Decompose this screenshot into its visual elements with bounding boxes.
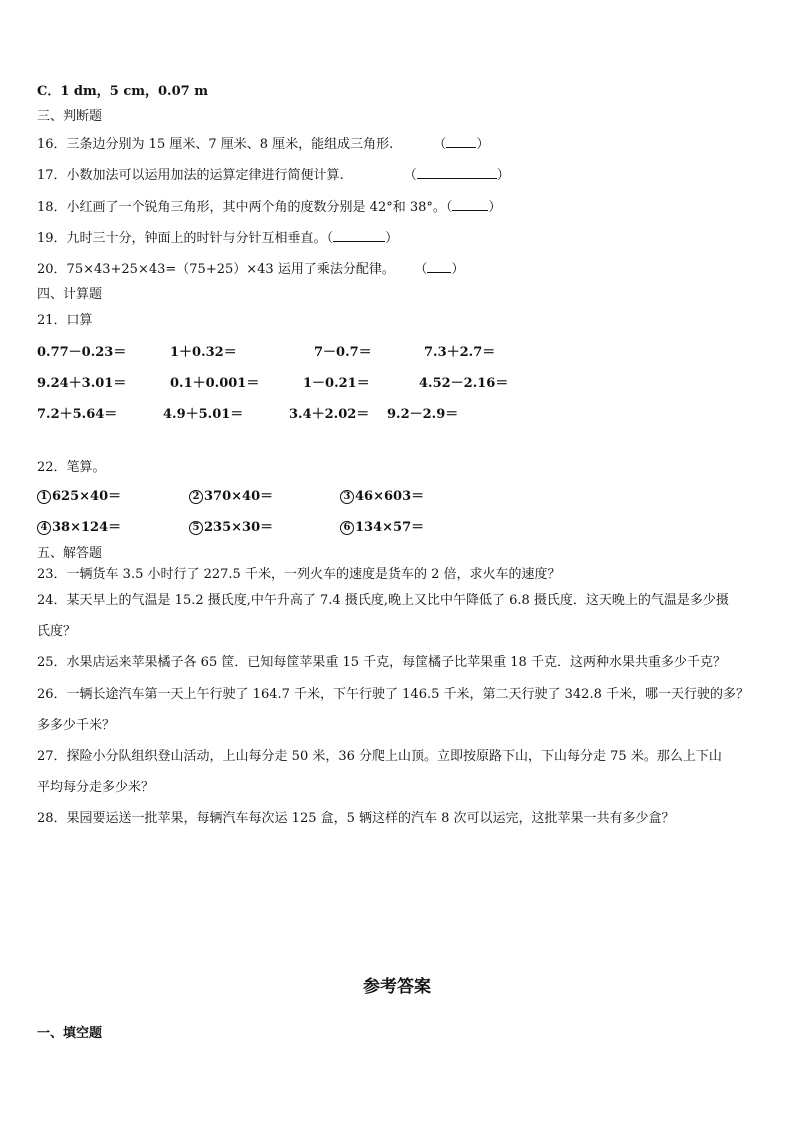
question-text: 三条边分别为 15 厘米、7 厘米、8 厘米，能组成三角形. [66,137,394,152]
written-calc-expr: 235×30＝ [204,520,274,535]
question-28: 28．果园要运送一批苹果，每辆汽车每次运 125 盒，5 辆这样的汽车 8 次可以运完，这批苹果一共有多少盒？ [37,811,675,826]
answer-blank[interactable] [417,166,497,179]
circled-number-3: 3 [340,490,354,504]
question-24-line1: 24．某天早上的气温是 15.2 摄氏度,中午升高了 7.4 摄氏度,晚上又比中午降低了 6.8 摄氏度．这天晚上的气温是多少摄 [37,593,729,608]
oral-calc-item: 1＋0.32＝ [170,345,237,360]
oral-calc-item: 4.52－2.16＝ [419,376,509,391]
open-paren: （ [403,168,417,183]
answer-blank[interactable] [427,260,451,273]
answer-section-heading: 一、填空题 [37,1026,103,1041]
oral-calc-item: 0.77－0.23＝ [37,345,127,360]
question-16 [37,135,489,154]
close-paren: ） [496,168,510,183]
question-text: 小数加法可以运用加法的运算定律进行简便计算. [66,168,344,183]
written-calc-item [340,488,424,506]
written-calc-item [37,488,121,506]
oral-calc-item: 7.2＋5.64＝ [37,407,118,422]
answer-key-title: 参考答案 [363,977,431,997]
question-number: 18． [37,200,67,215]
section-solve-heading: 五、解答题 [37,546,103,561]
question-23: 23．一辆货车 3.5 小时行了 227.5 千米，一列火车的速度是货车的 2 倍，求火车的速度？ [37,567,561,582]
question-27-line2: 平均每分走多少米？ [37,780,155,795]
question-25: 25．水果店运来苹果橘子各 65 筐．已知每筐苹果重 15 千克，每筐橘子比苹果重 18 千克．这两种水果共重多少千克？ [37,655,726,670]
answer-blank[interactable] [446,135,476,148]
open-paren: （ [326,231,334,246]
question-17 [37,166,510,185]
option-c: C．1 dm，5 cm，0.07 m [37,84,208,99]
question-number: 16． [37,137,67,152]
written-calc-item [189,488,273,506]
oral-calc-item: 9.24＋3.01＝ [37,376,127,391]
question-21-label: 21．口算 [37,313,93,328]
question-24-line2: 氏度？ [37,624,77,639]
oral-calc-item: 0.1＋0.001＝ [170,376,260,391]
question-18 [37,198,501,217]
section-calc-heading: 四、计算题 [37,287,103,302]
question-19 [37,229,398,248]
close-paren: ） [476,137,490,152]
written-calc-expr: 625×40＝ [52,489,122,504]
question-number: 19． [37,231,67,246]
question-27-line1: 27．探险小分队组织登山活动，上山每分走 50 米，36 分爬上山顶。立即按原路下山，下山每分走 75 米。那么上下山 [37,749,722,764]
question-number: 20． [37,262,67,277]
written-calc-expr: 46×603＝ [355,489,425,504]
oral-calc-item: 7－0.7＝ [314,345,372,360]
oral-calc-item: 9.2－2.9＝ [387,407,459,422]
answer-blank[interactable] [452,198,488,211]
question-text: 小红画了一个锐角三角形，其中两个角的度数分别是 42°和 38°。 [66,200,446,215]
close-paren: ） [488,200,502,215]
open-paren: （ [433,137,447,152]
close-paren: ） [451,262,465,277]
oral-calc-item: 1－0.21＝ [303,376,370,391]
section-judge-heading: 三、判断题 [37,109,103,124]
written-calc-item [340,519,424,537]
open-paren: （ [445,200,453,215]
question-20 [37,260,464,279]
question-26-line2: 多多少千米？ [37,718,116,733]
open-paren: （ [420,262,428,277]
oral-calc-item: 3.4＋2.02＝ [289,407,370,422]
written-calc-item [189,519,273,537]
circled-number-6: 6 [340,521,354,535]
circled-number-4: 4 [37,521,51,535]
circled-number-2: 2 [189,490,203,504]
written-calc-expr: 38×124＝ [52,520,122,535]
written-calc-item [37,519,121,537]
question-22-label: 22．笔算。 [37,460,106,475]
circled-number-1: 1 [37,490,51,504]
circled-number-5: 5 [189,521,203,535]
oral-calc-item: 4.9＋5.01＝ [163,407,244,422]
question-text: 九时三十分，钟面上的时针与分针互相垂直。 [66,231,327,246]
question-number: 17． [37,168,67,183]
written-calc-expr: 134×57＝ [355,520,425,535]
question-text: 75×43+25×43=（75+25）×43 运用了乘法分配律。 [66,262,395,277]
question-26-line1: 26．一辆长途汽车第一天上午行驶了 164.7 千米，下午行驶了 146.5 千米，第二天行驶了 342.8 千米，哪一天行驶的多？ [37,687,749,702]
oral-calc-item: 7.3＋2.7＝ [424,345,496,360]
close-paren: ） [385,231,399,246]
answer-blank[interactable] [333,229,385,242]
written-calc-expr: 370×40＝ [204,489,274,504]
